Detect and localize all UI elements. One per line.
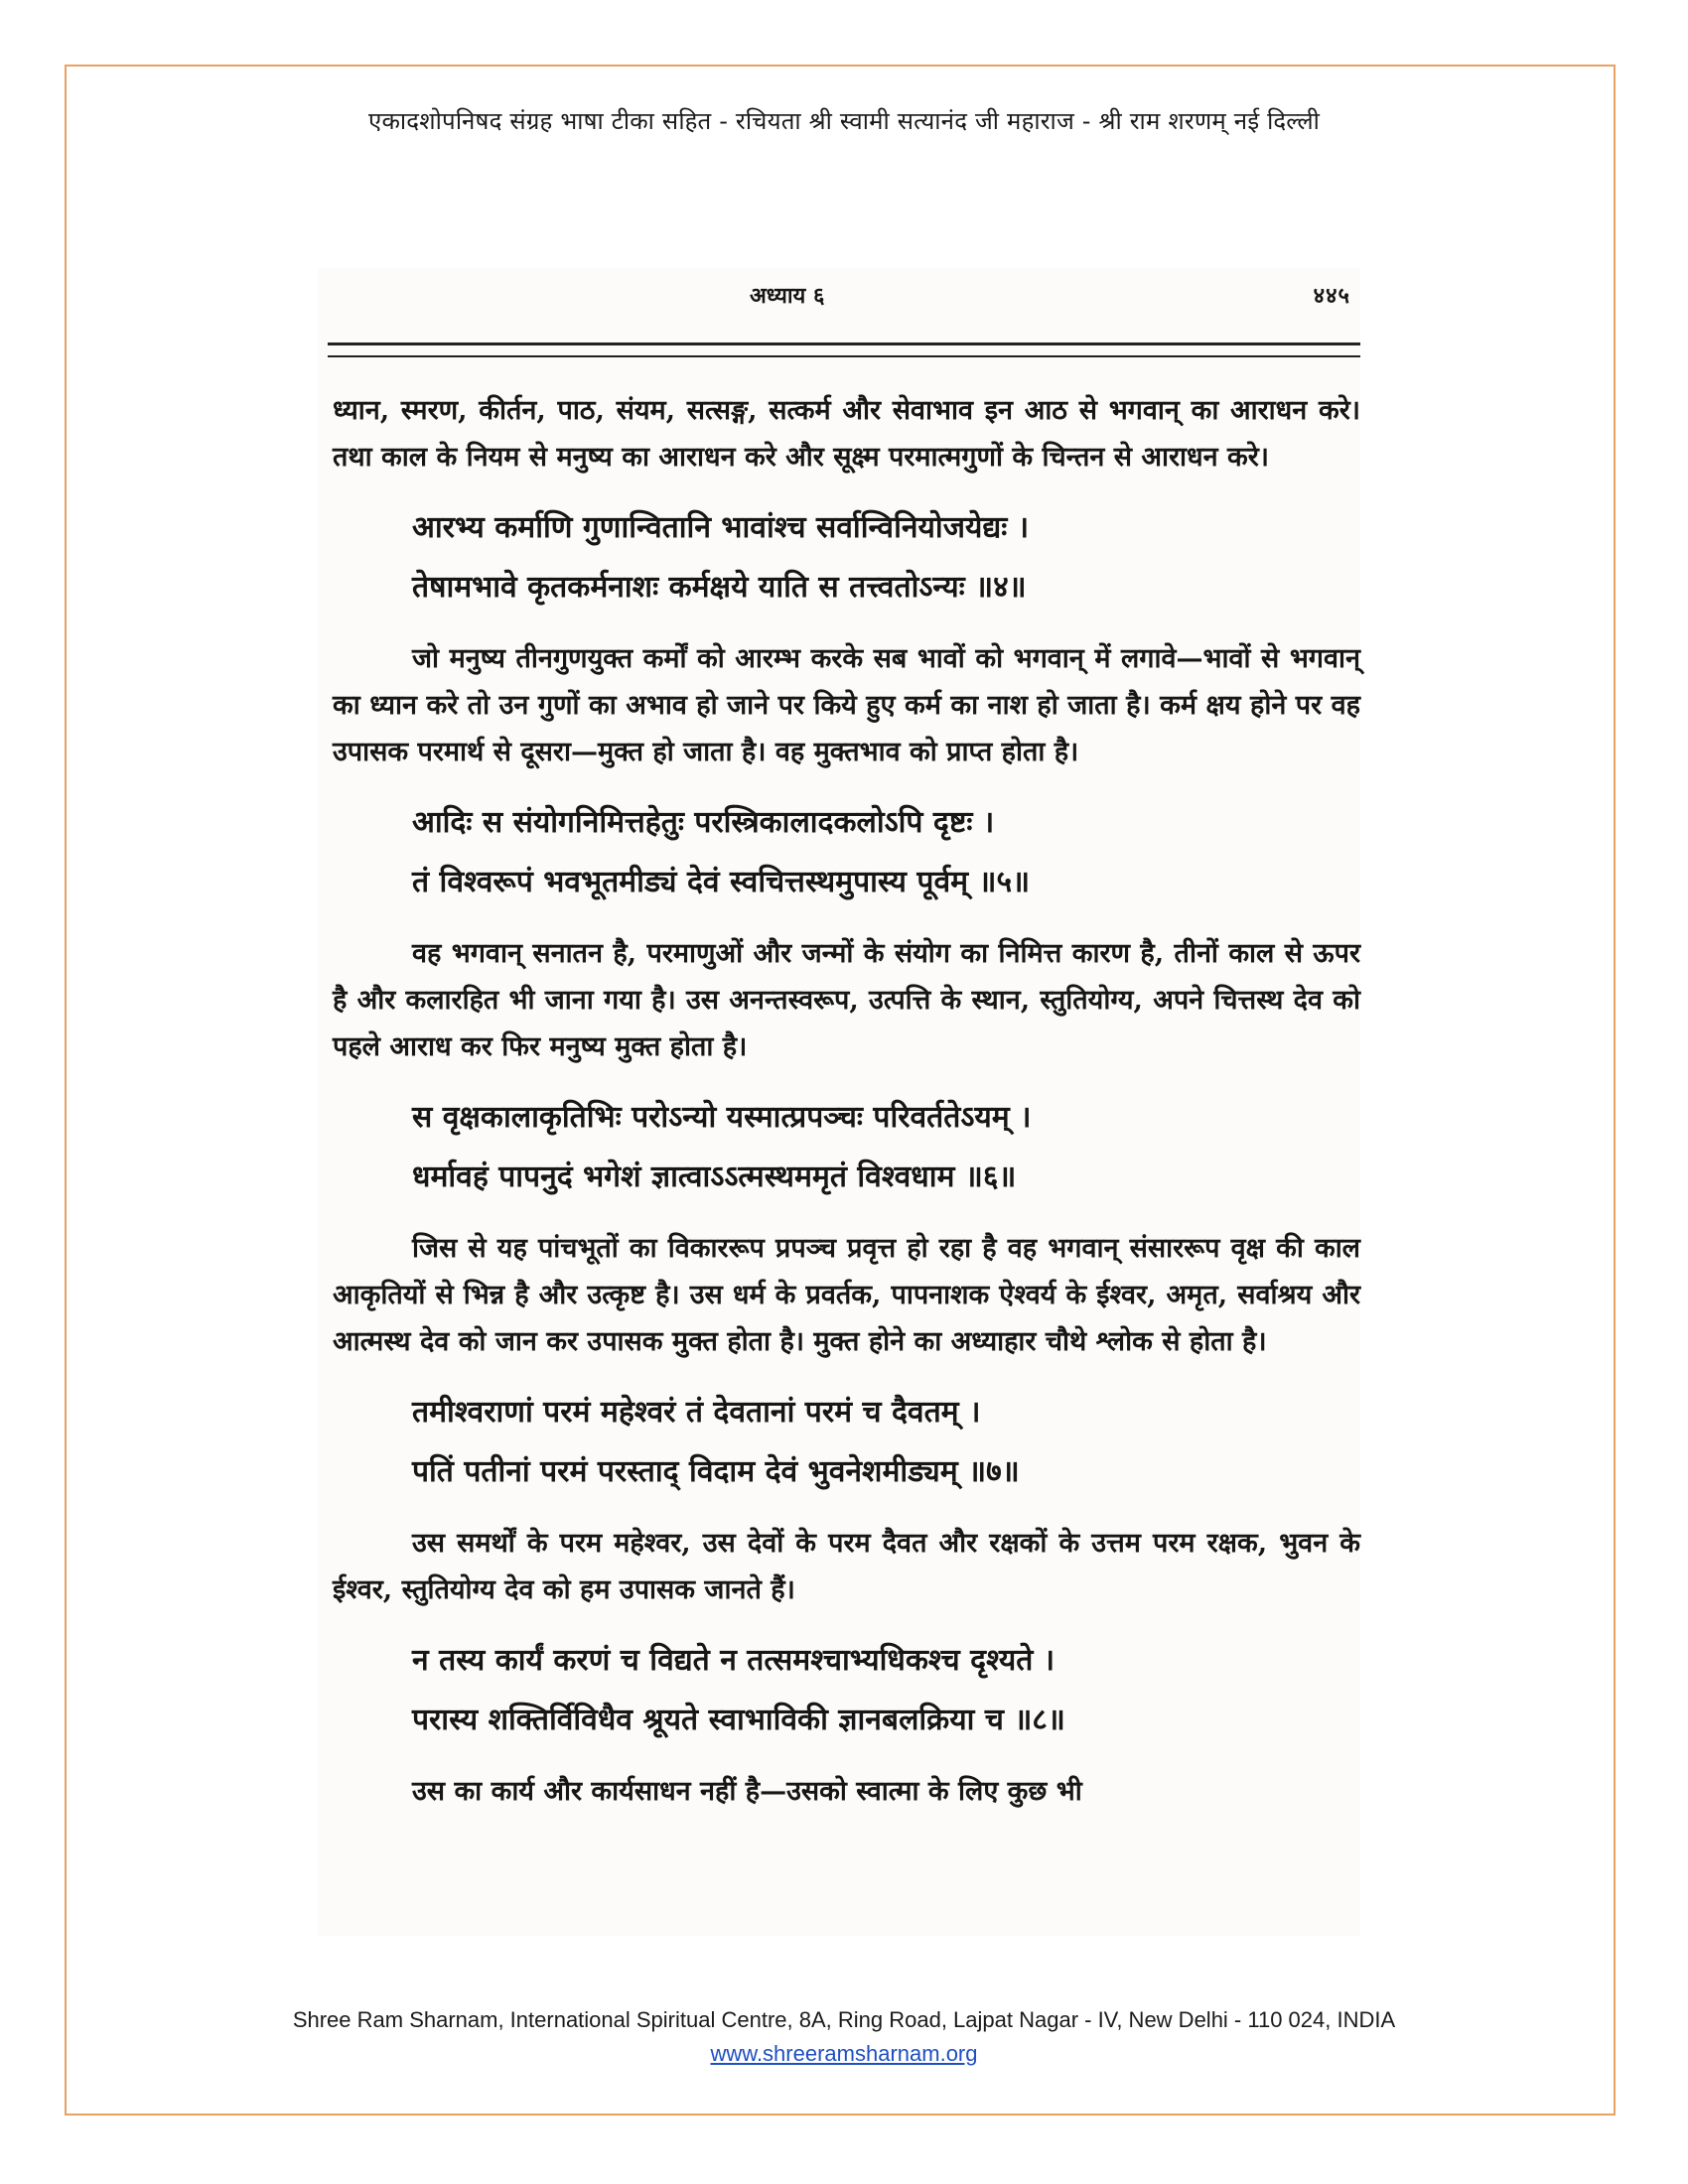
verse-line: स वृक्षकालाकृतिभिः परोऽन्यो यस्मात्प्रपञ्चः परिवर्ततेऽयम् । <box>412 1100 1032 1135</box>
verse-line: आरभ्य कर्माणि गुणान्वितानि भावांश्च सर्वान्विनियोजयेद्यः । <box>412 510 1030 545</box>
header-rule-double <box>328 355 1360 357</box>
scanned-page <box>318 268 1360 1936</box>
commentary-paragraph: ध्यान, स्मरण, कीर्तन, पाठ, संयम, सत्सङ्ग, सत्कर्म और सेवाभाव इन आठ से भगवान् का आराधन करे। तथा काल के नियम से मनुष्य का आराधन करे और सूक्ष्म परमात्मगुणों के चिन्तन से आराधन करे। <box>333 395 1360 473</box>
commentary-paragraph: जिस से यह पांचभूतों का विकाररूप प्रपञ्च प्रवृत्त हो रहा है वह भगवान् संसाररूप वृक्ष की काल आकृतियों से भिन्न है और उत्कृष्ट है। उस धर्म के प्रवर्तक, पापनाशक ऐश्वर्य के ईश्वर, अमृत, सर्वाश्रय और आत्मस्थ देव को जान कर उपासक मुक्त होता है। मुक्त होने का अध्याहार चौथे श्लोक से होता है। <box>333 1233 1360 1357</box>
footer-address: Shree Ram Sharnam, International Spiritual Centre, 8A, Ring Road, Lajpat Nagar - IV, New Delhi - 110 024, INDIA <box>292 2007 1396 2032</box>
commentary-paragraph: जो मनुष्य तीनगुणयुक्त कर्मों को आरम्भ करके सब भावों को भगवान् में लगावे—भावों से भगवान् का ध्यान करे तो उन गुणों का अभाव हो जाने पर किये हुए कर्म का नाश हो जाता है। कर्म क्षय होने पर वह उपासक परमार्थ से दूसरा—मुक्त हो जाता है। वह मुक्तभाव को प्राप्त होता है। <box>333 643 1360 767</box>
verse-line: तेषामभावे कृतकर्मनाशः कर्मक्षये याति स तत्त्वतोऽन्यः ॥४॥ <box>412 570 1027 605</box>
verse-5 <box>333 793 1360 912</box>
verse-4 <box>333 498 1360 617</box>
commentary-paragraph: वह भगवान् सनातन है, परमाणुओं और जन्मों के संयोग का निमित्त कारण है, तीनों काल से ऊपर है और कलारहित भी जाना गया है। उस अनन्तस्वरूप, उत्पत्ति के स्थान, स्तुतियोग्य, अपने चित्तस्थ देव को पहले आराध कर फिर मनुष्य मुक्त होता है। <box>333 938 1360 1062</box>
verse-line: तं विश्वरूपं भवभूतमीड्यं देवं स्वचित्तस्थमुपास्य पूर्वम् ॥५॥ <box>412 865 1031 899</box>
chapter-label: अध्याय ६ <box>750 283 825 309</box>
running-header: एकादशोपनिषद संग्रह भाषा टीका सहित - रचियता श्री स्वामी सत्यानंद जी महाराज - श्री राम शरणम् नई दिल्ली <box>367 107 1321 135</box>
verse-6 <box>333 1088 1360 1207</box>
verse-line: तमीश्वराणां परमं महेश्वरं तं देवतानां परमं च दैवतम् । <box>412 1395 981 1430</box>
website-link[interactable]: www.shreeramsharnam.org <box>710 2041 978 2066</box>
verse-line: न तस्य कार्यं करणं च विद्यते न तत्समश्चाभ्यधिकश्च दृश्यते । <box>412 1643 1055 1678</box>
verse-8 <box>333 1631 1360 1750</box>
verse-line: परास्य शक्तिर्विविधैव श्रूयते स्वाभाविकी ज्ञानबलक्रिया च ॥८॥ <box>412 1703 1065 1737</box>
verse-7 <box>333 1383 1360 1502</box>
page-number: ४४५ <box>1313 283 1350 309</box>
header-rule <box>328 342 1360 345</box>
scan-body <box>333 387 1360 1833</box>
verse-line: पतिं पतीनां परमं परस्ताद् विदाम देवं भुवनेशमीड्यम् ॥७॥ <box>412 1454 1020 1489</box>
commentary-paragraph: उस का कार्य और कार्यसाधन नहीं है—उसको स्वात्मा के लिए कुछ भी <box>412 1776 1082 1807</box>
scan-header <box>318 268 1360 308</box>
verse-line: धर्मावहं पापनुदं भगेशं ज्ञात्वाऽऽत्मस्थममृतं विश्वधाम ॥६॥ <box>412 1160 1017 1194</box>
commentary-paragraph: उस समर्थों के परम महेश्वर, उस देवों के परम दैवत और रक्षकों के उत्तम परम रक्षक, भुवन के ईश्वर, स्तुतियोग्य देव को हम उपासक जानते हैं। <box>333 1528 1360 1605</box>
verse-line: आदिः स संयोगनिमित्तहेतुः परस्त्रिकालादकलोऽपि दृष्टः । <box>412 805 995 840</box>
